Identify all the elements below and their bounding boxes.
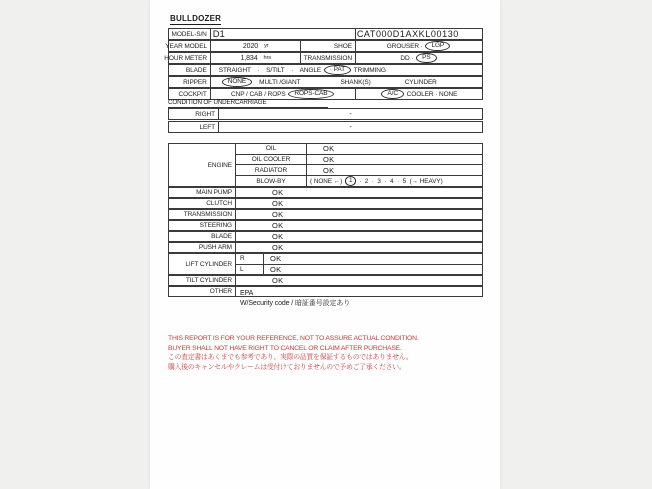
clutch-value: OK (272, 199, 284, 208)
blade-option-trimming: TRIMMING (353, 66, 386, 74)
undercarriage-table (168, 108, 483, 134)
oil-value: OK (323, 144, 335, 154)
table-row-lift-l (236, 264, 482, 275)
spec-table (164, 28, 483, 100)
blade-item-value: OK (272, 232, 284, 241)
lift-l-label: L (236, 265, 264, 275)
year-unit: yr (264, 43, 269, 49)
blade-value (211, 65, 482, 75)
hours-value (211, 53, 301, 63)
blowby-scale (307, 176, 482, 186)
table-row-oil-cooler (236, 154, 482, 165)
hours-unit: hrs (263, 55, 271, 61)
oil-label: OIL (236, 144, 307, 154)
hours-number: 1,834 (240, 54, 258, 62)
transmission-item-value: OK (272, 210, 284, 219)
oil-cooler-label: OIL COOLER (236, 155, 307, 165)
table-row-push-arm (168, 242, 483, 253)
right-label: RIGHT (169, 109, 219, 119)
table-row-clutch (168, 198, 483, 209)
spec-row-hours (164, 52, 483, 64)
cockpit-selected-ellipse: ROPS-CAB (288, 89, 333, 99)
blade-options: STRAIGHT · S/TILT · ANGLE (218, 66, 322, 74)
clutch-label: CLUTCH (169, 199, 236, 208)
engine-label: ENGINE (169, 144, 236, 186)
disclaimer-line-1: THIS REPORT IS FOR YOUR REFERENCE, NOT TO ASSURE ACTUAL CONDITION. (168, 335, 419, 342)
disclaimer-line-2: BUYER SHALL NOT HAVE RIGHT TO CANCEL OR CLAIM AFTER PURCHASE. (168, 344, 402, 352)
other-label: OTHER (169, 287, 236, 296)
blade-item-label: BLADE (169, 232, 236, 241)
shoe-selected-ellipse: LGP (425, 41, 450, 51)
spec-row-model (168, 28, 483, 40)
steering-value: OK (272, 221, 284, 230)
year-model-label: YEAR MODEL (169, 41, 211, 51)
ac-options: COOLER · NONE (406, 90, 458, 98)
transmission-options: DD · (400, 54, 414, 62)
transmission-selected-ellipse: PS (416, 53, 436, 63)
ac-selected-ellipse: A/C (381, 89, 404, 99)
other-line-epa: EPA (240, 290, 254, 297)
left-label: LEFT (169, 122, 219, 132)
other-line-security: W/Security code / 暗証番号設定あり (240, 300, 351, 307)
serial-number: CAT000D1AXKL00130 (356, 29, 459, 39)
ripper-option-cylinder: CYLINDER (404, 78, 437, 86)
year-value (211, 41, 301, 51)
tilt-cylinder-label: TILT CYLINDER (169, 276, 236, 285)
table-row-steering (168, 220, 483, 231)
table-row-transmission (168, 209, 483, 220)
disclaimer-text (168, 334, 488, 372)
cockpit-value (211, 89, 356, 99)
model-sn-label: MODEL-S/N (169, 29, 211, 39)
disclaimer-line-3: この査定書はあくまでも参考であり、実際の品質を保証するものではありません。 (168, 354, 413, 362)
right-value: - (349, 110, 352, 118)
document-page (150, 0, 500, 489)
steering-label: STEERING (169, 221, 236, 230)
ripper-selected-ellipse: NONE (222, 77, 252, 87)
undercarriage-heading: CONDITION OF UNDERCARRIAGE (168, 99, 328, 108)
ripper-label: RIPPER (169, 77, 211, 87)
model-value: D1 (211, 29, 356, 39)
blade-label: BLADE (169, 65, 211, 75)
blowby-heavy-end: · 2 · 3 · 4 · 5 (→ HEAVY) (359, 177, 443, 185)
lift-subrows (236, 254, 482, 274)
table-row-main-pump (168, 187, 483, 198)
lift-r-label: R (236, 254, 264, 264)
ripper-option-multi: MULTI /GIANT (259, 78, 301, 86)
cockpit-label: COCKPIT (169, 89, 211, 99)
spec-row-blade (168, 64, 483, 76)
transmission-label: TRANSMISSION (301, 53, 356, 63)
hour-meter-label: HOUR METER (169, 53, 211, 63)
ripper-option-shank: SHANK(S) (340, 78, 371, 86)
main-pump-value: OK (272, 188, 284, 197)
spec-row-ripper (168, 76, 483, 88)
blowby-selected-ellipse: 1 (345, 176, 357, 186)
blade-selected-ellipse: · PAT (324, 65, 351, 75)
disclaimer-line-4: 購入後のキャンセルやクレームは受付けておりませんので予めご了承ください。 (168, 363, 406, 371)
blowby-label: BLOW-BY (236, 176, 307, 186)
table-row-blowby (236, 175, 482, 186)
lift-cylinder-label: LIFT CYLINDER (169, 254, 236, 274)
table-row-right (168, 108, 483, 120)
year-number: 2020 (242, 42, 259, 50)
push-arm-label: PUSH ARM (169, 243, 236, 252)
main-pump-label: MAIN PUMP (169, 188, 236, 197)
table-row-tilt-cylinder (168, 275, 483, 286)
spec-row-year (165, 40, 483, 52)
cockpit-options: CNP / CAB / ROPS (231, 90, 286, 98)
table-row-other (168, 286, 483, 307)
left-value: - (349, 123, 352, 131)
engine-subrows (236, 144, 482, 186)
table-row-lift-r (236, 254, 482, 264)
engine-block (168, 143, 483, 187)
shoe-options: GROUSER · (386, 42, 423, 50)
lift-r-value: OK (270, 254, 282, 264)
page-title: BULLDOZER (170, 14, 222, 23)
tilt-cylinder-value: OK (272, 276, 284, 285)
radiator-label: RADIATOR (236, 165, 307, 175)
ripper-value (211, 77, 482, 87)
other-value (236, 287, 482, 307)
oil-cooler-value: OK (323, 155, 335, 164)
transmission-value (356, 53, 482, 63)
blowby-none-end: ( NONE ←) (310, 177, 343, 185)
table-row-blade-item (168, 231, 483, 242)
table-row-oil (236, 144, 482, 154)
push-arm-value: OK (272, 243, 284, 252)
ac-value (356, 89, 482, 99)
shoe-value (356, 41, 482, 51)
transmission-item-label: TRANSMISSION (169, 210, 236, 219)
table-row-radiator (236, 164, 482, 175)
lift-cylinder-block (168, 253, 483, 275)
shoe-label: SHOE (301, 41, 356, 51)
radiator-value: OK (323, 165, 335, 175)
table-row-left (168, 121, 483, 133)
inspection-table (168, 143, 483, 307)
lift-l-value: OK (270, 264, 282, 274)
